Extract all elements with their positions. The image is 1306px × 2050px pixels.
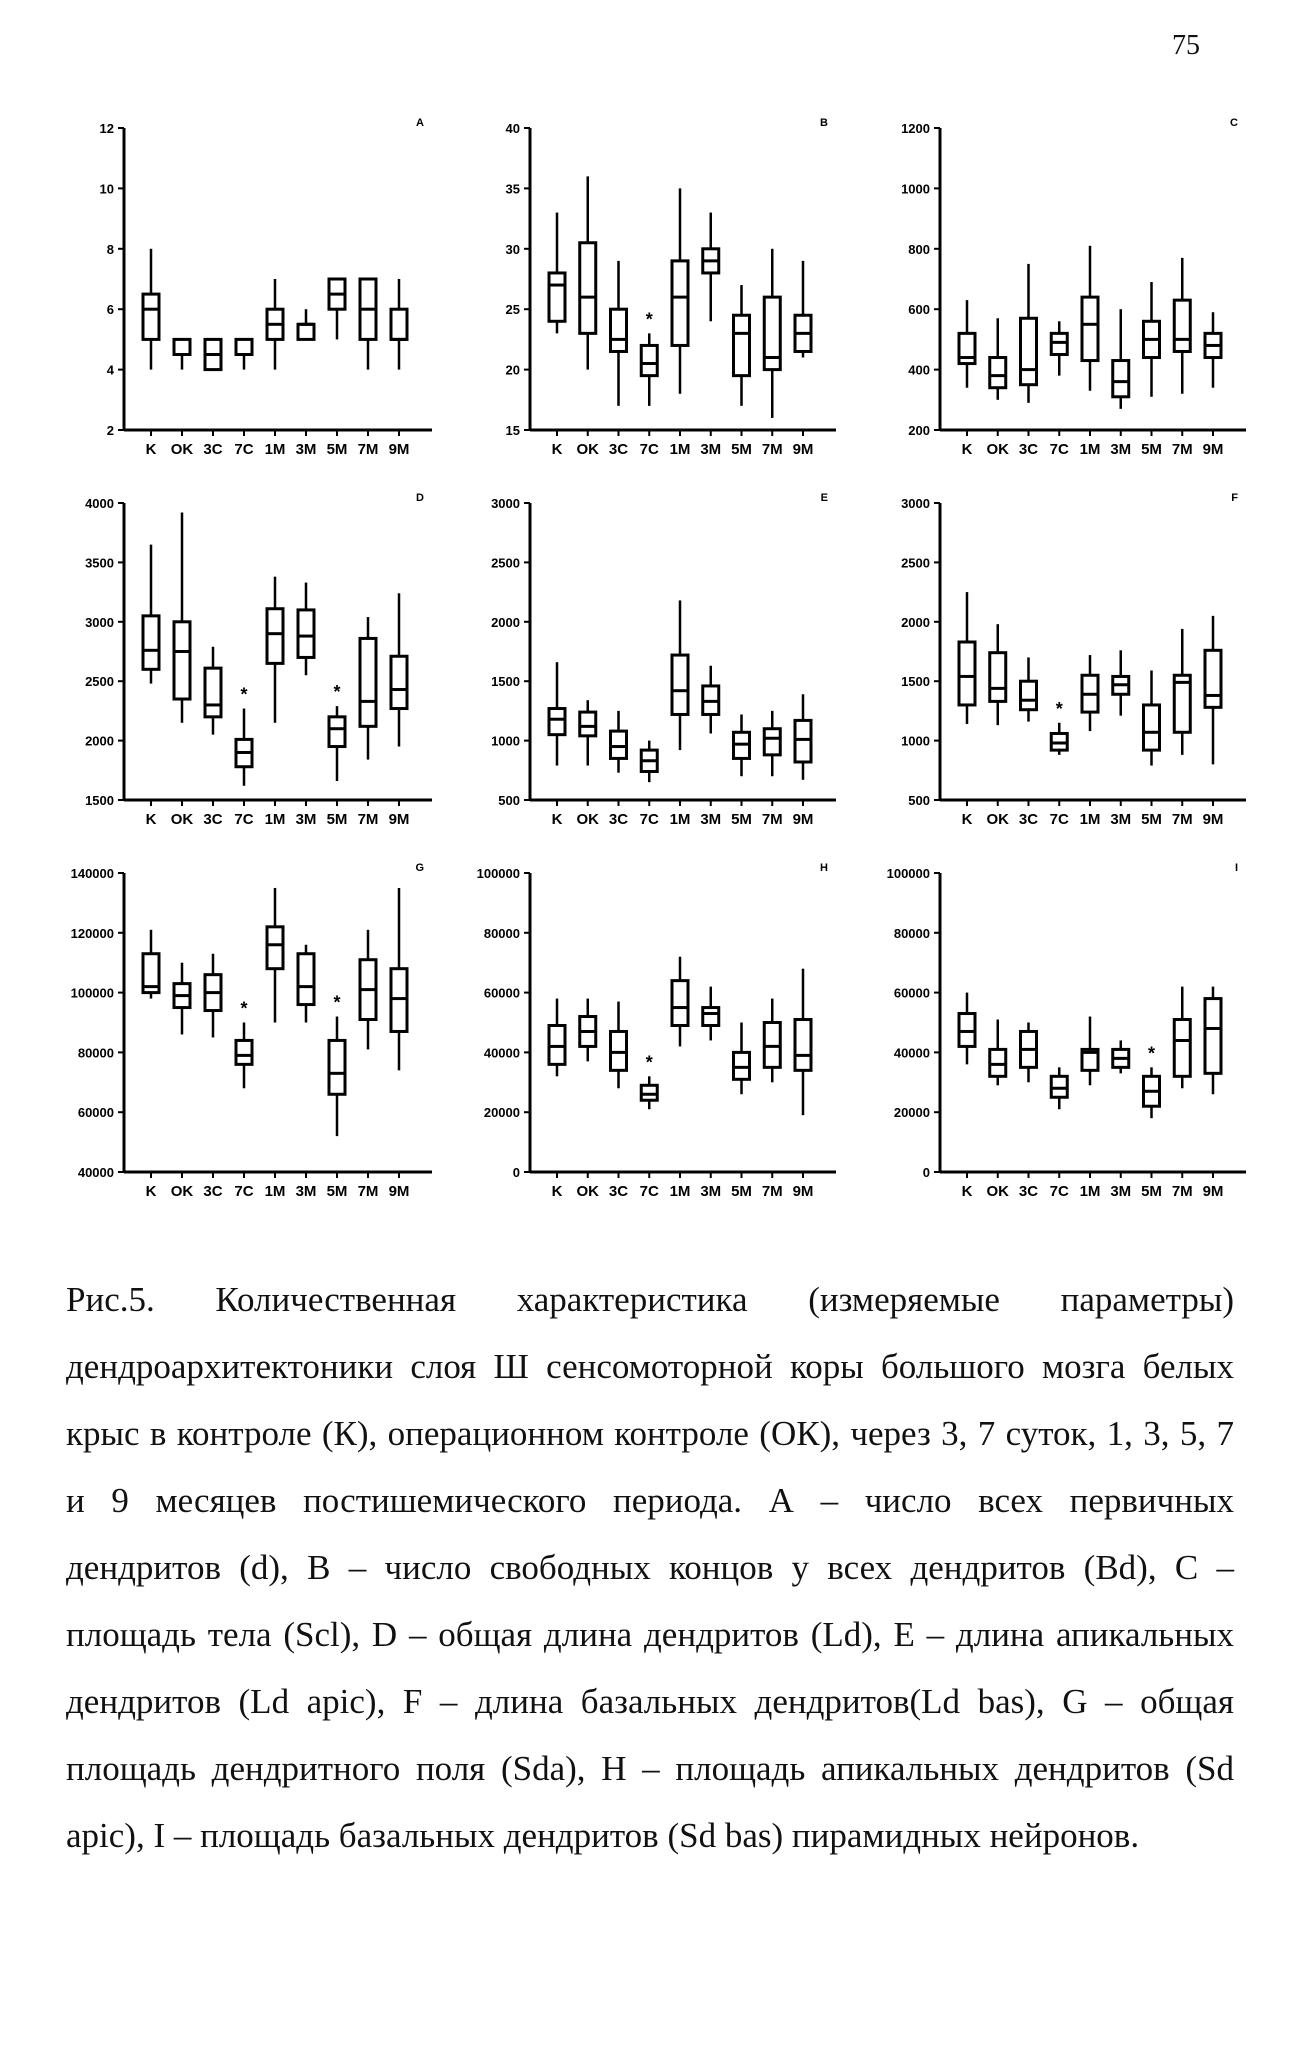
x-tick-label: 7M bbox=[1171, 441, 1193, 458]
significance-star: * bbox=[240, 998, 248, 1019]
x-tick-label: 3C bbox=[203, 811, 223, 828]
x-tick-label: 1M bbox=[264, 811, 286, 828]
y-tick-label: 30 bbox=[505, 241, 520, 257]
significance-star: * bbox=[333, 682, 341, 703]
x-tick-label: 7M bbox=[357, 811, 379, 828]
x-tick-label: 7M bbox=[761, 1183, 783, 1200]
x-tick-label: 7C bbox=[639, 1183, 659, 1200]
box-1M bbox=[267, 927, 283, 969]
y-tick-label: 3000 bbox=[901, 496, 930, 511]
y-tick-label: 15 bbox=[505, 423, 520, 438]
chart-panel-C bbox=[901, 117, 1246, 458]
y-tick-label: 6 bbox=[106, 302, 114, 318]
box-3M bbox=[298, 324, 314, 339]
y-tick-label: 0 bbox=[512, 1165, 520, 1180]
y-tick-label: 60000 bbox=[483, 985, 520, 1001]
x-tick-label: 7C bbox=[234, 441, 254, 458]
x-tick-label: OK bbox=[170, 441, 194, 458]
y-tick-label: 8 bbox=[106, 241, 114, 257]
x-tick-label: 7M bbox=[761, 811, 783, 828]
significance-star: * bbox=[240, 684, 248, 705]
significance-star: * bbox=[645, 309, 653, 330]
box-5M bbox=[1144, 705, 1160, 750]
x-tick-label: K bbox=[551, 1183, 563, 1200]
box-5M bbox=[329, 717, 345, 747]
page-number: 75 bbox=[1172, 30, 1200, 61]
y-tick-label: 1000 bbox=[901, 733, 930, 749]
y-tick-label: 25 bbox=[505, 302, 520, 318]
panel-label: F bbox=[1231, 492, 1238, 504]
box-OK bbox=[580, 243, 596, 334]
box-9M bbox=[795, 1020, 811, 1071]
x-tick-label: 5M bbox=[1141, 1183, 1162, 1200]
x-tick-label: 9M bbox=[792, 441, 814, 458]
box-5M bbox=[329, 1040, 345, 1094]
box-3M bbox=[703, 1008, 719, 1026]
x-tick-label: 1M bbox=[1079, 441, 1101, 458]
y-tick-label: 120000 bbox=[70, 925, 114, 941]
y-tick-label: 3000 bbox=[85, 614, 114, 630]
x-tick-label: 9M bbox=[388, 1183, 410, 1200]
y-tick-label: 3000 bbox=[491, 496, 520, 511]
box-7M bbox=[764, 729, 780, 755]
x-tick-label: 7C bbox=[234, 811, 254, 828]
x-tick-label: 5M bbox=[1141, 811, 1162, 828]
y-tick-label: 800 bbox=[908, 241, 930, 257]
y-tick-label: 1500 bbox=[491, 674, 520, 690]
x-tick-label: 9M bbox=[388, 441, 410, 458]
y-tick-label: 2500 bbox=[85, 674, 114, 690]
x-tick-label: 9M bbox=[388, 811, 410, 828]
y-tick-label: 80000 bbox=[77, 1045, 114, 1061]
x-tick-label: OK bbox=[986, 1183, 1009, 1200]
box-3C bbox=[1021, 681, 1037, 710]
figure-caption: Рис.5. Количественная характеристика (измеряемые параметры) дендроархитектоники слоя Ш сенсомоторной коры большого мозга белых крыс в контроле (К), операционном контроле (ОК), через 3, 7 суток, 1, 3, 5, 7 и 9 месяцев постишемического периода. А – число всех первичных дендритов (d), В – число свободных концов у всех дендритов (Bd), С – площадь тела (Scl), D – общая длина дендритов (Ld), Е – длина апикальных дендритов (Ld apic), F – длина базальных дендритов(Ld bas), G – общая площадь дендритного поля (Sda), Н – площадь апикальных дендритов (Sd apic), I – площадь базальных дендритов (Sd bas) пирамидных нейронов. bbox=[66, 1280, 1234, 1855]
box-3C bbox=[611, 309, 627, 351]
chart-panel-A bbox=[100, 117, 432, 458]
x-tick-label: 5M bbox=[326, 1183, 348, 1200]
box-7C bbox=[1051, 333, 1067, 354]
x-tick-label: 5M bbox=[326, 811, 348, 828]
x-tick-label: K bbox=[145, 441, 157, 458]
x-tick-label: K bbox=[961, 1183, 973, 1200]
panel-label: A bbox=[416, 117, 424, 129]
chart-panel-G bbox=[71, 862, 432, 1200]
x-tick-label: 7M bbox=[1171, 1183, 1193, 1200]
y-tick-label: 600 bbox=[908, 302, 930, 318]
x-tick-label: 7M bbox=[1171, 811, 1193, 828]
box-1M bbox=[672, 261, 688, 346]
y-tick-label: 100000 bbox=[476, 866, 520, 881]
x-tick-label: 3M bbox=[1110, 441, 1132, 458]
box-K bbox=[549, 709, 565, 735]
x-tick-label: 3C bbox=[608, 1183, 629, 1200]
y-tick-label: 40 bbox=[505, 121, 520, 136]
y-tick-label: 35 bbox=[505, 181, 520, 197]
y-tick-label: 400 bbox=[908, 362, 930, 378]
x-tick-label: 5M bbox=[731, 1183, 752, 1200]
box-OK bbox=[990, 358, 1006, 388]
x-tick-label: OK bbox=[986, 811, 1009, 828]
box-3M bbox=[298, 954, 314, 1005]
x-tick-label: 7M bbox=[357, 1183, 379, 1200]
box-K bbox=[549, 273, 565, 321]
panel-label: E bbox=[820, 492, 828, 504]
x-tick-label: K bbox=[551, 811, 563, 828]
box-7C bbox=[641, 345, 657, 375]
x-tick-label: 3M bbox=[1110, 1183, 1132, 1200]
significance-star: * bbox=[1147, 1043, 1156, 1064]
x-tick-label: K bbox=[961, 441, 973, 458]
box-K bbox=[143, 616, 159, 669]
x-tick-label: OK bbox=[576, 1183, 599, 1200]
x-tick-label: 3M bbox=[700, 811, 722, 828]
x-tick-label: 1M bbox=[669, 441, 691, 458]
box-9M bbox=[391, 656, 407, 708]
y-tick-label: 20000 bbox=[483, 1105, 520, 1121]
x-tick-label: 9M bbox=[1202, 811, 1224, 828]
x-tick-label: 3M bbox=[700, 1183, 722, 1200]
y-tick-label: 20000 bbox=[893, 1105, 930, 1121]
x-tick-label: 1M bbox=[669, 1183, 691, 1200]
x-tick-label: K bbox=[145, 811, 157, 828]
x-tick-label: 1M bbox=[264, 1183, 286, 1200]
x-tick-label: 7M bbox=[357, 441, 379, 458]
x-tick-label: 1M bbox=[1079, 1183, 1101, 1200]
box-1M bbox=[1082, 297, 1098, 360]
x-tick-label: 9M bbox=[1202, 441, 1224, 458]
box-7M bbox=[1174, 300, 1190, 351]
box-OK bbox=[990, 653, 1006, 702]
panel-label: D bbox=[416, 492, 424, 504]
x-tick-label: 5M bbox=[326, 441, 348, 458]
x-tick-label: 3C bbox=[203, 441, 223, 458]
x-tick-label: 9M bbox=[792, 1183, 814, 1200]
y-tick-label: 40000 bbox=[893, 1045, 930, 1061]
box-9M bbox=[1205, 650, 1221, 707]
chart-panel-E bbox=[491, 492, 836, 828]
x-tick-label: 3C bbox=[1018, 811, 1039, 828]
box-5M bbox=[734, 315, 750, 375]
panel-label: B bbox=[820, 117, 828, 129]
box-7M bbox=[360, 638, 376, 726]
y-tick-label: 2000 bbox=[85, 733, 114, 749]
x-tick-label: 7C bbox=[639, 441, 659, 458]
x-tick-label: OK bbox=[986, 441, 1009, 458]
x-tick-label: 3M bbox=[295, 1183, 317, 1200]
x-tick-label: 3M bbox=[295, 811, 317, 828]
y-tick-label: 60000 bbox=[77, 1105, 114, 1121]
panel-label: H bbox=[820, 862, 828, 874]
y-tick-label: 1200 bbox=[901, 121, 930, 136]
x-tick-label: 3C bbox=[1018, 1183, 1039, 1200]
significance-star: * bbox=[1055, 698, 1063, 719]
x-tick-label: 3M bbox=[700, 441, 722, 458]
box-9M bbox=[391, 309, 407, 339]
x-tick-label: 7C bbox=[1049, 811, 1069, 828]
y-tick-label: 40000 bbox=[483, 1045, 520, 1061]
box-7C bbox=[236, 1040, 252, 1064]
chart-panel-F bbox=[901, 492, 1246, 828]
y-tick-label: 4000 bbox=[85, 496, 114, 511]
x-tick-label: OK bbox=[170, 1183, 194, 1200]
y-tick-label: 1000 bbox=[901, 181, 930, 197]
x-tick-label: 7C bbox=[639, 811, 659, 828]
y-tick-label: 2 bbox=[106, 423, 114, 438]
y-tick-label: 12 bbox=[99, 121, 114, 136]
x-tick-label: 9M bbox=[1202, 1183, 1224, 1200]
box-3C bbox=[1021, 318, 1037, 384]
box-7M bbox=[1174, 1020, 1190, 1077]
x-tick-label: 5M bbox=[731, 441, 752, 458]
panel-label: C bbox=[1230, 117, 1238, 129]
y-tick-label: 1500 bbox=[85, 793, 114, 808]
y-tick-label: 2500 bbox=[901, 555, 930, 571]
box-9M bbox=[1205, 999, 1221, 1074]
box-OK bbox=[580, 712, 596, 736]
y-tick-label: 100000 bbox=[886, 866, 930, 881]
chart-panel-H bbox=[477, 862, 836, 1200]
y-tick-label: 20 bbox=[505, 362, 520, 378]
y-tick-label: 140000 bbox=[70, 866, 114, 881]
x-tick-label: 3C bbox=[608, 441, 629, 458]
x-tick-label: K bbox=[145, 1183, 157, 1200]
y-tick-label: 10 bbox=[99, 181, 114, 197]
box-OK bbox=[174, 339, 190, 354]
y-tick-label: 500 bbox=[908, 793, 930, 808]
x-tick-label: K bbox=[551, 441, 563, 458]
chart-panel-I bbox=[887, 862, 1246, 1200]
x-tick-label: OK bbox=[170, 811, 194, 828]
x-tick-label: 3M bbox=[295, 441, 317, 458]
box-3M bbox=[298, 610, 314, 658]
box-3M bbox=[1113, 361, 1129, 397]
x-tick-label: 1M bbox=[669, 811, 691, 828]
panel-label: I bbox=[1234, 862, 1238, 874]
box-OK bbox=[174, 622, 190, 699]
chart-panel-B bbox=[506, 117, 836, 458]
y-tick-label: 80000 bbox=[893, 925, 930, 941]
x-tick-label: OK bbox=[576, 811, 599, 828]
box-3C bbox=[205, 668, 221, 717]
y-tick-label: 60000 bbox=[893, 985, 930, 1001]
x-tick-label: 3C bbox=[203, 1183, 223, 1200]
x-tick-label: K bbox=[961, 811, 973, 828]
y-tick-label: 4 bbox=[106, 362, 114, 378]
box-K bbox=[143, 294, 159, 339]
panel-label: G bbox=[415, 862, 424, 874]
significance-star: * bbox=[645, 1052, 653, 1073]
y-tick-label: 1000 bbox=[491, 733, 520, 749]
x-tick-label: 3M bbox=[1110, 811, 1132, 828]
box-K bbox=[959, 642, 975, 705]
y-tick-label: 100000 bbox=[70, 985, 114, 1001]
y-tick-label: 80000 bbox=[483, 925, 520, 941]
y-tick-label: 2000 bbox=[901, 614, 930, 630]
y-tick-label: 500 bbox=[498, 793, 520, 808]
x-tick-label: 3C bbox=[608, 811, 629, 828]
y-tick-label: 40000 bbox=[77, 1165, 114, 1180]
x-tick-label: 5M bbox=[1141, 441, 1162, 458]
chart-panel-D bbox=[85, 492, 432, 828]
y-tick-label: 2000 bbox=[491, 614, 520, 630]
x-tick-label: 7C bbox=[234, 1183, 254, 1200]
x-tick-label: 7C bbox=[1049, 441, 1069, 458]
x-tick-label: 5M bbox=[731, 811, 752, 828]
x-tick-label: 1M bbox=[1079, 811, 1101, 828]
y-tick-label: 2500 bbox=[491, 555, 520, 571]
significance-star: * bbox=[333, 992, 341, 1013]
y-tick-label: 0 bbox=[922, 1165, 930, 1180]
box-3C bbox=[611, 731, 627, 758]
x-tick-label: 9M bbox=[792, 811, 814, 828]
x-tick-label: 7C bbox=[1049, 1183, 1069, 1200]
box-1M bbox=[267, 609, 283, 664]
x-tick-label: 3C bbox=[1018, 441, 1039, 458]
box-9M bbox=[795, 720, 811, 762]
y-tick-label: 1500 bbox=[901, 674, 930, 690]
box-7C bbox=[236, 339, 252, 354]
x-tick-label: 7M bbox=[761, 441, 783, 458]
box-1M bbox=[672, 655, 688, 714]
x-tick-label: 1M bbox=[264, 441, 286, 458]
x-tick-label: OK bbox=[576, 441, 599, 458]
y-tick-label: 200 bbox=[908, 423, 930, 438]
box-K bbox=[959, 333, 975, 363]
y-tick-label: 3500 bbox=[85, 555, 114, 571]
box-1M bbox=[672, 981, 688, 1026]
